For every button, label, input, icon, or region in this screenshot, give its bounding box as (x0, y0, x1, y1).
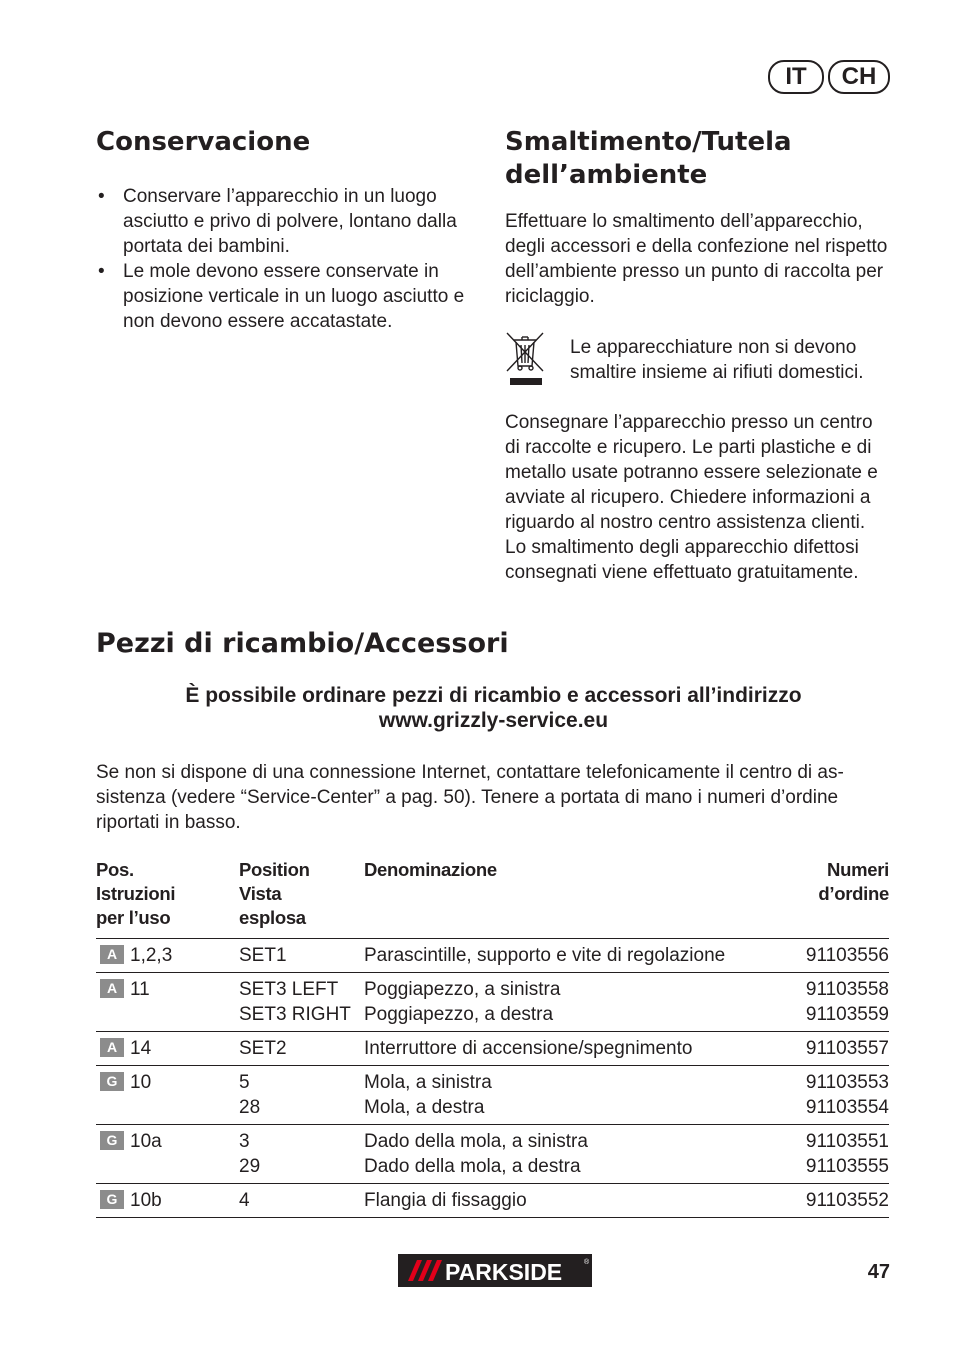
cell-pos (96, 1066, 239, 1125)
cell-position (239, 1125, 364, 1184)
order-number: 91103558 (805, 979, 889, 1000)
cell-position (239, 1184, 364, 1218)
disposal-icon-text: Le apparecchiature non si devono smaltire insieme ai rifiuti domestici. (570, 337, 864, 383)
table-row (96, 1125, 889, 1184)
position-value: 5 (239, 1072, 250, 1093)
pos-value: 10a (130, 1131, 162, 1152)
part-name: Interruttore di accensione/spegnimento (364, 1038, 693, 1059)
cell-name (364, 1125, 764, 1184)
part-name: Mola, a sinistra (364, 1072, 492, 1093)
language-badge-ch: CH (828, 60, 890, 94)
table-row (96, 939, 889, 973)
pos-value: 11 (130, 979, 150, 1000)
cell-pos (96, 1125, 239, 1184)
position-value: SET3 RIGHT (239, 1004, 351, 1025)
language-badge-it: IT (768, 60, 824, 94)
spare-parts-body: Se non si dispone di una connessione Internet, contattare telefonicamente il centro di assistenza (vedere “Service-Center” a pag. 50). Tenere a portata di mano i numeri d’ordine riportati in basso. (96, 762, 844, 833)
figure-badge: G (100, 1072, 124, 1091)
position-value: 4 (239, 1190, 250, 1211)
position-value: SET3 LEFT (239, 979, 339, 1000)
cell-order (764, 1066, 889, 1125)
logo-text: PARKSIDE (445, 1259, 563, 1285)
header-name: Denominazione (364, 858, 764, 939)
spare-parts-subtitle (96, 683, 891, 733)
cell-pos (96, 1032, 239, 1066)
header-order (764, 858, 889, 939)
table-row (96, 1184, 889, 1218)
cell-pos (96, 939, 239, 973)
table-row (96, 1032, 889, 1066)
header-line: Vista (239, 883, 282, 904)
cell-pos (96, 973, 239, 1032)
position-value: SET1 (239, 945, 287, 966)
header-position (239, 858, 364, 939)
storage-list (96, 184, 488, 334)
cell-position (239, 973, 364, 1032)
position-value: 3 (239, 1131, 250, 1152)
table-row (96, 973, 889, 1032)
subtitle-line: È possibile ordinare pezzi di ricambio e accessori all’indirizzo (185, 684, 802, 707)
header-line: d’ordine (818, 883, 889, 904)
table-header-row (96, 858, 889, 939)
part-name: Mola, a destra (364, 1097, 485, 1118)
storage-bullet: • Le mole devono essere conservate in posizione verticale in un luogo asciutto e non devono essere accatastate. (96, 259, 488, 334)
cell-pos (96, 1184, 239, 1218)
header-line: Pos. (96, 859, 134, 880)
cell-name (364, 939, 764, 973)
order-number: 91103553 (805, 1072, 889, 1093)
header-line: esplosa (239, 907, 306, 928)
order-number: 91103559 (805, 1004, 889, 1025)
parkside-logo (398, 1254, 592, 1287)
cell-order (764, 1125, 889, 1184)
order-number: 91103554 (805, 1097, 889, 1118)
cell-name (364, 1032, 764, 1066)
cell-name (364, 973, 764, 1032)
spare-parts-table (96, 858, 889, 1218)
storage-title: Conservacione (96, 127, 311, 157)
position-value: SET2 (239, 1038, 287, 1059)
order-number: 91103552 (805, 1190, 889, 1211)
part-name: Poggiapezzo, a destra (364, 1004, 554, 1025)
cell-name (364, 1066, 764, 1125)
order-number: 91103551 (805, 1131, 889, 1152)
registered-mark: ® (584, 1259, 590, 1266)
cell-position (239, 939, 364, 973)
position-value: 28 (239, 1097, 261, 1118)
pos-value: 14 (130, 1038, 152, 1059)
disposal-title: Smaltimento/Tutela dell’ambiente (505, 127, 792, 190)
cell-order (764, 1032, 889, 1066)
figure-badge: G (100, 1190, 124, 1209)
order-number: 91103556 (805, 945, 889, 966)
spare-parts-title: Pezzi di ricambio/Accessori (96, 628, 509, 659)
part-name: Parascintille, supporto e vite di regolazione (364, 945, 726, 966)
figure-badge: A (100, 945, 124, 964)
figure-badge: G (100, 1131, 124, 1150)
page-number: 47 (867, 1261, 890, 1283)
cell-position (239, 1032, 364, 1066)
cell-position (239, 1066, 364, 1125)
pos-value: 10 (130, 1072, 152, 1093)
cell-name (364, 1184, 764, 1218)
storage-bullet: • Conservare l’apparecchio in un luogo asciutto e privo di polvere, lontano dalla portata dei bambini. (96, 184, 488, 259)
cell-order (764, 1184, 889, 1218)
header-line: per l’uso (96, 907, 171, 928)
header-pos (96, 858, 239, 939)
pos-value: 1,2,3 (130, 945, 173, 966)
figure-badge: A (100, 979, 124, 998)
cell-order (764, 973, 889, 1032)
table-row (96, 1066, 889, 1125)
order-number: 91103555 (805, 1156, 889, 1177)
header-line: Istruzioni (96, 883, 176, 904)
part-name: Dado della mola, a destra (364, 1156, 581, 1177)
service-url: www.grizzly-service.eu (378, 709, 609, 732)
header-line: Position (239, 859, 310, 880)
part-name: Dado della mola, a sinistra (364, 1131, 588, 1152)
cell-order (764, 939, 889, 973)
disposal-body: Consegnare l’apparecchio presso un centro di raccolte e ricupero. Le parti plastiche e di metallo usate potranno essere selezionate e avviate al ricupero. Chiedere informazioni a riguardo al nostro centro assistenza clienti. Lo smaltimento degli apparecchio difettosi consegnati viene effettuato gratuitamente. (505, 412, 878, 583)
position-value: 29 (239, 1156, 261, 1177)
pos-value: 10b (130, 1190, 162, 1211)
figure-badge: A (100, 1038, 124, 1057)
part-name: Poggiapezzo, a sinistra (364, 979, 561, 1000)
disposal-intro: Effettuare lo smaltimento dell’apparecchio, degli accessori e della confezione nel rispetto dell’ambiente presso un punto di raccolta per riciclaggio. (505, 211, 888, 307)
header-line: Numeri (827, 859, 889, 880)
order-number: 91103557 (805, 1038, 889, 1059)
crossed-out-bin-icon (504, 330, 546, 386)
part-name: Flangia di fissaggio (364, 1190, 527, 1211)
